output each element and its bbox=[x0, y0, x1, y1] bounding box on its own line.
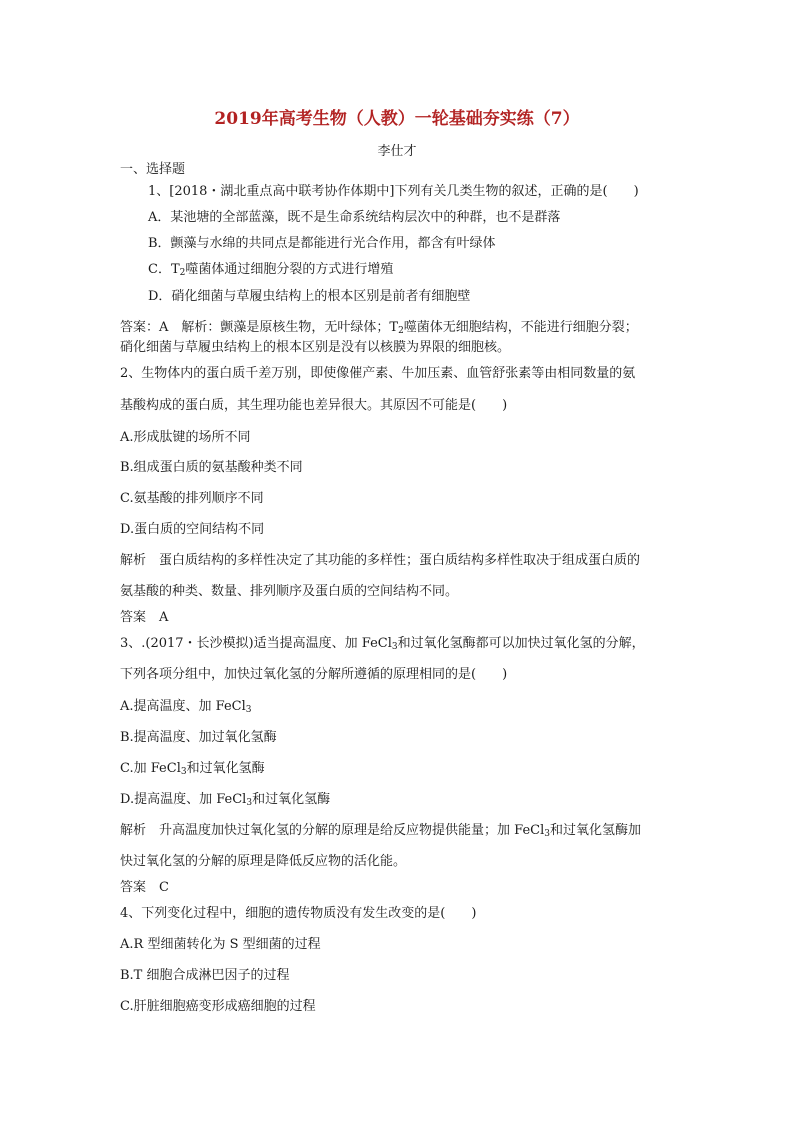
option-d-text: 和过氧化氢酶 bbox=[252, 792, 331, 807]
question-1-answer-line-1 bbox=[120, 320, 638, 336]
question-3-stem-line-2: 下列各项分组中，加快过氧化氢的分解所遵循的原理相同的是( ) bbox=[120, 667, 508, 682]
question-2-stem-line-2: 基酸构成的蛋白质，其生理功能也差异很大。其原因不可能是( ) bbox=[120, 398, 508, 413]
question-2-option-a: A.形成肽键的场所不同 bbox=[120, 430, 251, 445]
question-2-option-b: B.组成蛋白质的氨基酸种类不同 bbox=[120, 460, 303, 475]
question-1-stem: 1、[2018・湖北重点高中联考协作体期中]下列有关几类生物的叙述，正确的是( ) bbox=[148, 184, 639, 199]
question-1-option-b: B．颤藻与水绵的共同点是都能进行光合作用，都含有叶绿体 bbox=[148, 236, 496, 251]
question-3-explanation-line-2: 快过氧化氢的分解的原理是降低反应物的活化能。 bbox=[120, 854, 407, 869]
question-1-option-c bbox=[148, 262, 393, 278]
option-c-text: 和过氧化氢酶 bbox=[186, 761, 265, 776]
subscript: 2 bbox=[398, 326, 404, 336]
subscript: 3 bbox=[246, 798, 253, 808]
question-3-stem-line-1 bbox=[120, 636, 645, 652]
option-c-text: 噬菌体通过细胞分裂的方式进行增殖 bbox=[185, 262, 394, 277]
answer-prefix: 答案：A 解析：颤藻是原核生物，无叶绿体；T bbox=[120, 320, 399, 335]
question-3-explanation-line-1 bbox=[120, 823, 641, 839]
question-3-option-a bbox=[120, 699, 252, 715]
question-3-option-d bbox=[120, 792, 330, 808]
subscript: 3 bbox=[391, 642, 398, 652]
answer-text: 噬菌体无细胞结构，不能进行细胞分裂； bbox=[403, 320, 638, 335]
question-1-option-d: D．硝化细菌与草履虫结构上的根本区别是前者有细胞壁 bbox=[148, 289, 471, 304]
stem-text: 和过氧化氢酶都可以加快过氧化氢的分解， bbox=[397, 636, 645, 651]
question-1-answer-line-2: 硝化细菌与草履虫结构上的根本区别是没有以核膜为界限的细胞核。 bbox=[120, 340, 511, 355]
question-2-option-d: D.蛋白质的空间结构不同 bbox=[120, 522, 265, 537]
question-2-explanation-line-2: 氨基酸的种类、数量、排列顺序及蛋白质的空间结构不同。 bbox=[120, 584, 459, 599]
question-2-answer: 答案 A bbox=[120, 610, 169, 625]
question-4-option-b: B.T 细胞合成淋巴因子的过程 bbox=[120, 968, 290, 983]
option-c-prefix: C．T bbox=[148, 262, 180, 277]
option-a-text: A.提高温度、加 FeCl bbox=[120, 699, 246, 714]
question-3-option-b: B.提高温度、加过氧化氢酶 bbox=[120, 730, 277, 745]
section-heading: 一、选择题 bbox=[120, 162, 186, 177]
subscript: 3 bbox=[245, 705, 252, 715]
subscript: 2 bbox=[179, 268, 186, 278]
option-d-prefix: D.提高温度、加 FeCl bbox=[120, 792, 247, 807]
question-3-answer: 答案 C bbox=[120, 880, 169, 895]
question-4-option-a: A.R 型细菌转化为 S 型细菌的过程 bbox=[120, 937, 321, 952]
question-3-option-c bbox=[120, 761, 265, 777]
author-name: 李仕才 bbox=[377, 144, 417, 159]
question-2-explanation-line-1: 解析 蛋白质结构的多样性决定了其功能的多样性；蛋白质结构多样性取决于组成蛋白质的 bbox=[120, 553, 641, 568]
question-4-option-c: C.肝脏细胞癌变形成癌细胞的过程 bbox=[120, 999, 316, 1014]
subscript: 3 bbox=[180, 767, 187, 777]
question-2-option-c: C.氨基酸的排列顺序不同 bbox=[120, 491, 264, 506]
explanation-text: 和过氧化氢酶加 bbox=[549, 823, 641, 838]
question-4-stem: 4、下列变化过程中，细胞的遗传物质没有发生改变的是( ) bbox=[120, 906, 477, 921]
explanation-prefix: 解析 升高温度加快过氧化氢的分解的原理是给反应物提供能量；加 FeCl bbox=[120, 823, 545, 838]
subscript: 3 bbox=[544, 829, 550, 839]
stem-prefix: 3、.(2017・长沙模拟)适当提高温度、加 FeCl bbox=[120, 636, 392, 651]
page-title: 2019年高考生物（人教）一轮基础夯实练（7） bbox=[214, 109, 580, 129]
option-c-prefix: C.加 FeCl bbox=[120, 761, 181, 776]
question-2-stem-line-1: 2、生物体内的蛋白质千差万别，即使像催产素、牛加压素、血管舒张素等由相同数量的氨 bbox=[120, 366, 636, 381]
question-1-option-a: A．某池塘的全部蓝藻，既不是生命系统结构层次中的种群，也不是群落 bbox=[148, 210, 561, 225]
